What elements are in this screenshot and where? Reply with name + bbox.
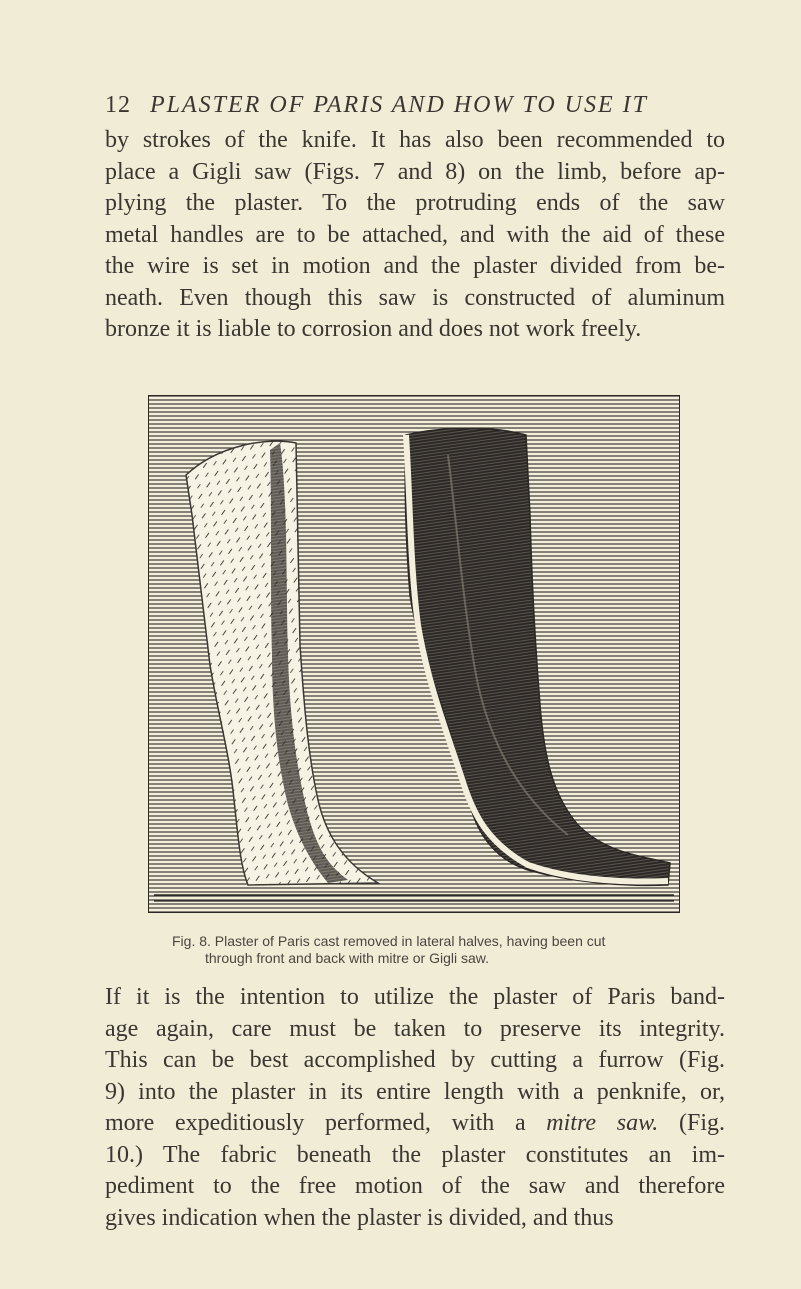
running-title: PLASTER OF PARIS AND HOW TO USE IT: [150, 92, 649, 118]
text-line: place a Gigli saw (Figs. 7 and 8) on the limb, before ap-: [105, 158, 725, 185]
text-line: This can be best accomplished by cutting a furrow (Fig.: [105, 1047, 725, 1073]
text-line: 10.) The fabric beneath the plaster constitutes an im-: [105, 1141, 725, 1168]
text-line: [105, 1108, 725, 1140]
caption-line: Fig. 8. Plaster of Paris cast removed in lateral halves, having been cut: [172, 933, 606, 949]
text-line: gives indication when the plaster is divided, and thus: [105, 1204, 614, 1231]
text-line: age again, care must be taken to preserve its integrity.: [105, 1015, 725, 1042]
text-segment: (Fig.: [658, 1110, 725, 1136]
text-line: plying the plaster. To the protruding ends of the saw: [105, 190, 725, 216]
figure-caption: [172, 933, 732, 967]
italic-term: mitre saw.: [546, 1110, 659, 1136]
caption-line: through front and back with mitre or Gigli saw.: [205, 950, 490, 966]
page-number: 12: [105, 92, 131, 118]
running-header: [105, 92, 705, 119]
paragraph-1: [105, 125, 725, 346]
text-line: the wire is set in motion and the plaster divided from be-: [105, 253, 725, 279]
plaster-cast-drawing: [148, 395, 680, 913]
figure-8-illustration: [148, 395, 680, 913]
text-line: 9) into the plaster in its entire length with a penknife, or,: [105, 1078, 725, 1105]
text-line: bronze it is liable to corrosion and does not work freely.: [105, 316, 642, 342]
text-segment: more expeditiously performed, with a: [105, 1110, 547, 1136]
text-line: If it is the intention to utilize the plaster of Paris band-: [105, 984, 725, 1010]
paragraph-2: [105, 982, 725, 1234]
text-line: by strokes of the knife. It has also been recommended to: [105, 127, 725, 153]
text-line: neath. Even though this saw is constructed of aluminum: [105, 284, 725, 311]
text-line: pediment to the free motion of the saw and therefore: [105, 1173, 725, 1199]
text-line: metal handles are to be attached, and with the aid of these: [105, 221, 725, 248]
